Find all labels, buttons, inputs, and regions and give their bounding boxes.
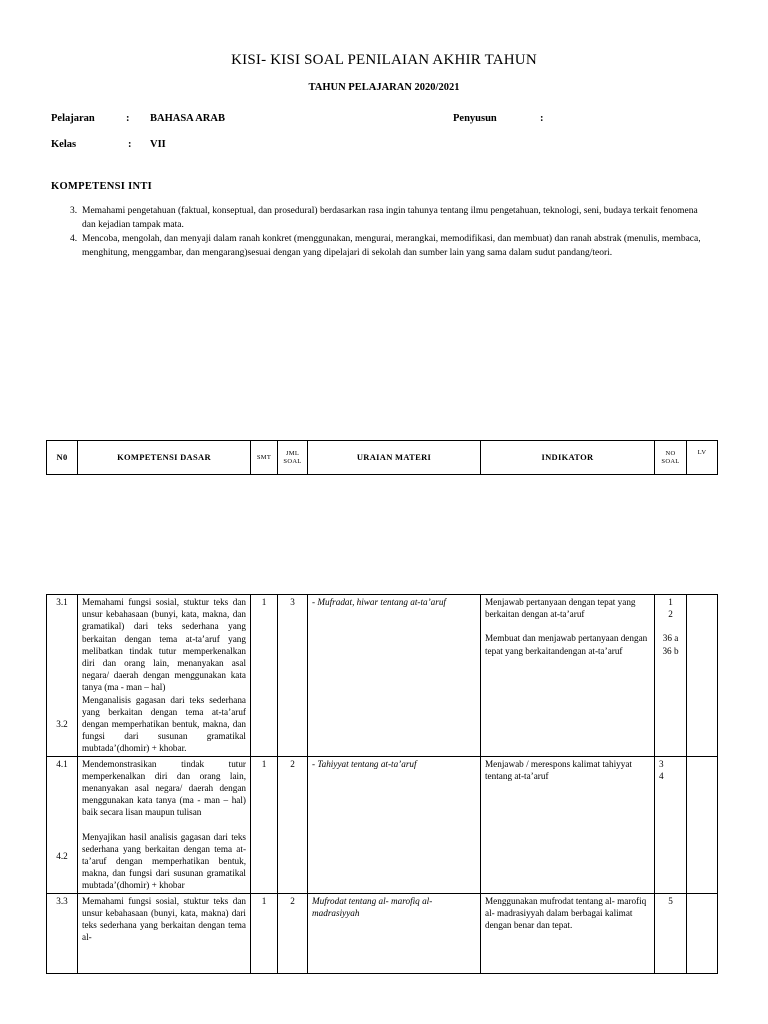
- header-table: [46, 440, 718, 475]
- ki-number: 3.: [70, 206, 78, 216]
- kd-text: Memahami fungsi sosial, stuktur teks dan unsur kebahasaan (bunyi, kata, makna, dan gramatikal) dari teks sederhana yang berkaitan dengan tema at-ta’aruf yang melibatkan tindak tutur memperkenalkan diri dan orang lain, menanyakan asal negara/ daerah dengan menggunakan kata tanya (ma - man – hal): [82, 597, 246, 693]
- materi-cell: [308, 595, 481, 757]
- kd-text: Memahami fungsi sosial, stuktur teks dan unsur kebahasaan (bunyi, kata, makna) dari teks sederhana yang berkaitan dengan tema al-: [82, 895, 246, 943]
- kd-code: 4.1: [56, 758, 68, 769]
- materi-text: - Mufradat, hiwar tentang at-ta’aruf: [312, 597, 446, 607]
- kd-cell: [78, 756, 251, 893]
- pelajaran-label: Pelajaran: [51, 113, 95, 124]
- ki-text: Mencoba, mengolah, dan menyaji dalam ranah konkret (menggunakan, mengurai, merangkai, memodifikasi, dan membuat) dan ranah abstrak (menulis, membaca, menghitung, menggambar, dan mengarang)sesuai dengan yang dipelajari di sekolah dan sumber lain yang sama dalam sudut pandang/teori.: [82, 234, 701, 258]
- kd-text: Menganalisis gagasan dari teks sederhana yang berkaitan dengan tema at-ta’aruf dengan memperhatikan bentuk, makna, dan fungsi dari susunan gramatikal mubtada’(dhomir) + khobar.: [82, 694, 246, 754]
- smt-cell: 1: [251, 756, 278, 893]
- indikator-text: Menggunakan mufrodat tentang al- marofiq al- madrasiyyah dalam berbagai kalimat dengan benar dan tepat.: [485, 895, 647, 931]
- col-jml-soal: JML SOAL: [278, 441, 308, 475]
- materi-cell: [308, 756, 481, 893]
- kd-code-cell: [47, 595, 78, 757]
- indikator-cell: [481, 595, 655, 757]
- kd-code: 3.3: [56, 895, 68, 906]
- no-soal-cell: [655, 893, 687, 973]
- no-soal: 2: [668, 609, 673, 620]
- ki-number: 4.: [70, 234, 78, 244]
- penyusun-colon: :: [540, 113, 544, 124]
- kisi-table: [46, 594, 718, 974]
- col-indikator: INDIKATOR: [481, 441, 655, 475]
- kd-cell: [78, 893, 251, 973]
- indikator-cell: [481, 893, 655, 973]
- indikator-cell: [481, 756, 655, 893]
- kd-code: 3.2: [56, 719, 68, 730]
- kd-text: Mendemonstrasikan tindak tutur memperkenalkan diri dan orang lain, menanyakan asal negara/ daerah dengan menggunakan kata tanya (ma - man – hal) baik secara lisan maupun tulisan: [82, 758, 246, 818]
- kd-code-cell: [47, 893, 78, 973]
- kompetensi-inti-item: [70, 233, 712, 260]
- document-subtitle: TAHUN PELAJARAN 2020/2021: [308, 82, 460, 93]
- kompetensi-inti-item: [70, 205, 712, 232]
- no-soal: 1: [668, 597, 673, 607]
- jml-cell: 2: [278, 756, 308, 893]
- materi-text: Mufrodat tentang al- marofiq al- madrasiyyah: [312, 895, 433, 918]
- no-soal: 5: [668, 895, 673, 906]
- col-smt: SMT: [251, 441, 278, 475]
- indikator-text: Membuat dan menjawab pertanyaan dengan tepat yang berkaitandengan at-ta’aruf: [485, 633, 648, 656]
- document-title: KISI- KISI SOAL PENILAIAN AKHIR TAHUN: [231, 52, 537, 68]
- kd-code: 4.2: [56, 850, 68, 861]
- materi-text: - Tahiyyat tentang at-ta’aruf: [312, 758, 417, 769]
- kd-code: 3.1: [56, 597, 68, 607]
- table-row: [47, 893, 718, 973]
- no-soal-cell: [655, 756, 687, 893]
- jml-cell: 3: [278, 595, 308, 757]
- smt-cell: 1: [251, 893, 278, 973]
- ki-text: Memahami pengetahuan (faktual, konseptual, dan prosedural) berdasarkan rasa ingin tahunya tentang ilmu pengetahuan, teknologi, seni, budaya terkait fenomena dan kejadian tampak mata.: [82, 206, 698, 230]
- materi-cell: [308, 893, 481, 973]
- col-no: N0: [47, 441, 78, 475]
- lv-cell: [687, 595, 718, 757]
- kelas-label: Kelas: [51, 139, 77, 150]
- kelas-colon: :: [128, 139, 132, 150]
- kd-text: Menyajikan hasil analisis gagasan dari teks sederhana yang berkaitan dengan tema at-ta’aruf dengan memperhatikan bentuk, makna, dan fungsi dari susunan gramatikal mubtada’(dhomir) + khobar: [82, 831, 246, 891]
- no-soal: 36 b: [662, 645, 679, 656]
- kompetensi-inti-heading: KOMPETENSI INTI: [51, 181, 153, 192]
- no-soal-cell: [655, 595, 687, 757]
- smt-cell: 1: [251, 595, 278, 757]
- col-kompetensi-dasar: KOMPETENSI DASAR: [78, 441, 251, 475]
- lv-cell: [687, 756, 718, 893]
- no-soal: 3: [659, 758, 664, 769]
- indikator-text: Menjawab pertanyaan dengan tepat yang berkaitan dengan at-ta’aruf: [485, 597, 636, 620]
- indikator-text: Menjawab / merespons kalimat tahiyyat tentang at-ta’aruf: [485, 758, 632, 781]
- col-no-soal: NO SOAL: [655, 441, 687, 475]
- col-uraian-materi: URAIAN MATERI: [308, 441, 481, 475]
- no-soal: 4: [659, 770, 664, 781]
- table-row: [47, 595, 718, 757]
- col-lv: LV: [687, 441, 718, 475]
- kelas-value: VII: [150, 139, 166, 150]
- kd-cell: [78, 595, 251, 757]
- pelajaran-colon: :: [126, 113, 130, 124]
- lv-cell: [687, 893, 718, 973]
- no-soal: 36 a: [662, 633, 679, 644]
- kd-code-cell: [47, 756, 78, 893]
- table-row: [47, 756, 718, 893]
- pelajaran-value: BAHASA ARAB: [150, 113, 225, 124]
- penyusun-label: Penyusun: [453, 113, 497, 124]
- jml-cell: 2: [278, 893, 308, 973]
